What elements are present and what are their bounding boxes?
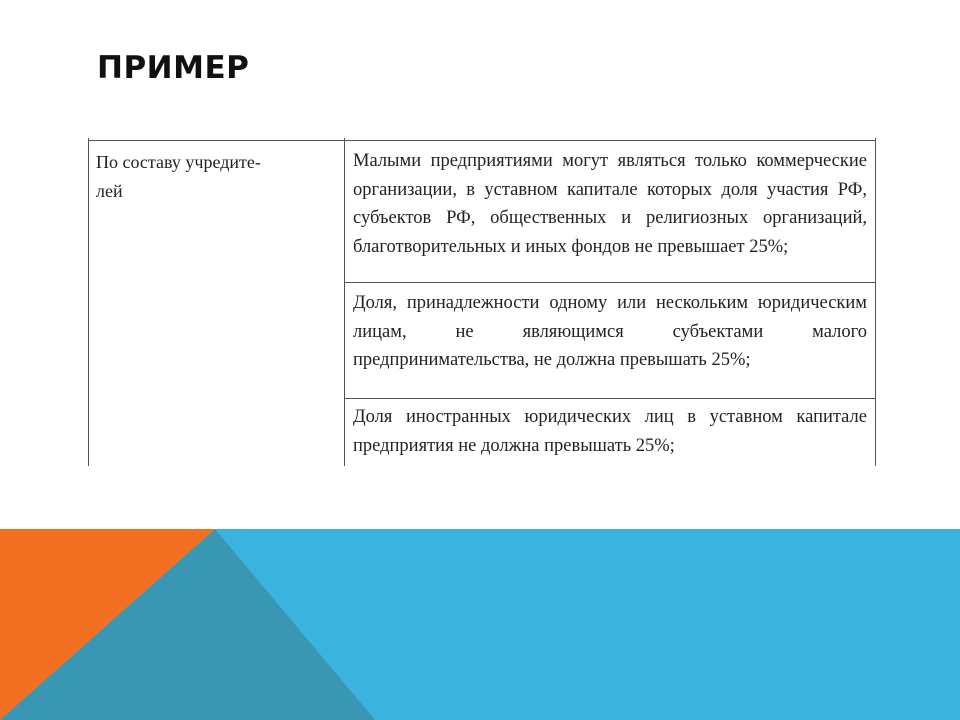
decorative-footer-band bbox=[0, 529, 960, 720]
table-row-divider-2 bbox=[344, 398, 876, 399]
table-right-border bbox=[875, 138, 876, 466]
table-row: Малыми предприятиями могут являться только коммерческие организации, в уставном капитале которых доля участия РФ, субъектов РФ, общественных и религиозных организаций, благотворительных и иных фондов не превышает 25%; bbox=[353, 151, 867, 257]
table-criterion-cell: По составу учредите- лей bbox=[96, 152, 261, 201]
table-row: Доля иностранных юридических лиц в уставном капитале предприятия не должна превышать 25%; bbox=[353, 407, 867, 456]
table-column-divider bbox=[344, 138, 345, 466]
table-top-border bbox=[88, 140, 876, 141]
document-table-image bbox=[88, 138, 876, 466]
table-left-border bbox=[88, 138, 89, 466]
table-row: Доля, принадлежности одному или нескольким юридическим лицам, не являющимся субъектами малого предпринимательства, не должна превышать 25%; bbox=[353, 293, 867, 370]
slide-title: ПРИМЕР bbox=[97, 50, 250, 86]
table-row-divider-1 bbox=[344, 282, 876, 283]
